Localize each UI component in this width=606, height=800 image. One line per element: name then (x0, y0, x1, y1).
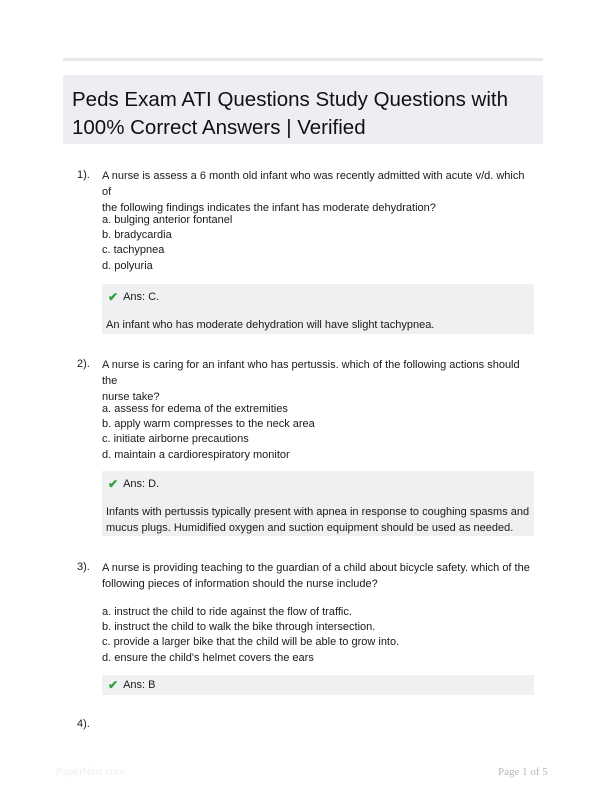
answer-box (102, 284, 534, 334)
document-title (72, 86, 533, 142)
option-list (102, 213, 536, 274)
option-b: b. bradycardia (102, 229, 172, 242)
check-icon: ✔ (108, 290, 119, 304)
question-text-line: A nurse is caring for an infant who has pertussis. which of the following actions should the (102, 359, 520, 387)
title-banner (63, 75, 543, 144)
option-a: a. instruct the child to ride against the flow of traffic. (102, 606, 352, 618)
title-line-1: Peds Exam ATI Questions Study Questions with (72, 88, 509, 111)
question-text (102, 560, 536, 592)
question-text-line: A nurse is providing teaching to the guardian of a child about bicycle safety. which of the (102, 562, 530, 574)
option-b: b. apply warm compresses to the neck area (102, 418, 315, 431)
question-number: 4). (77, 718, 90, 730)
page-number: Page 1 of 5 (498, 766, 548, 778)
answer-label: Ans: D. (123, 478, 160, 490)
explanation-line: mucus plugs. Humidified oxygen and suction equipment should be used as needed. (106, 521, 514, 534)
option-a: a. assess for edema of the extremities (102, 403, 288, 415)
question-number: 3). (77, 561, 90, 573)
option-c: c. initiate airborne precautions (102, 433, 249, 446)
footer-watermark: PaperNibs.com (56, 767, 125, 778)
option-c: c. provide a larger bike that the child will be able to grow into. (102, 636, 400, 649)
answer-box (102, 675, 534, 695)
option-list (102, 402, 536, 463)
title-line-2: 100% Correct Answers | Verified (72, 116, 366, 139)
question-text (102, 357, 536, 405)
answer-explanation (106, 505, 530, 536)
option-d: d. maintain a cardiorespiratory monitor (102, 448, 290, 461)
answer-label: Ans: B (123, 679, 156, 691)
answer-label: Ans: C. (123, 291, 160, 303)
option-b: b. instruct the child to walk the bike through intersection. (102, 621, 376, 634)
explanation-line: An infant who has moderate dehydration will have slight tachypnea. (106, 319, 435, 331)
question-text-line: the following findings indicates the infant has moderate dehydration? (102, 202, 436, 214)
answer-box (102, 471, 534, 536)
question-text-line: nurse take? (102, 391, 160, 403)
answer-explanation (106, 318, 530, 334)
option-d: d. ensure the child's helmet covers the ears (102, 651, 314, 664)
top-divider (63, 58, 543, 61)
question-number: 2). (77, 358, 90, 370)
explanation-line: Infants with pertussis typically present with apnea in response to coughing spasms and (106, 506, 530, 518)
check-icon: ✔ (108, 477, 119, 491)
question-number: 1). (77, 169, 90, 181)
question-text (102, 168, 536, 216)
question-text-line: A nurse is assess a 6 month old infant who was recently admitted with acute v/d. which of (102, 170, 525, 198)
question-text-line: following pieces of information should the nurse include? (102, 578, 378, 590)
option-d: d. polyuria (102, 259, 153, 272)
option-list (102, 605, 536, 666)
option-a: a. bulging anterior fontanel (102, 214, 233, 226)
check-icon: ✔ (108, 678, 119, 692)
option-c: c. tachypnea (102, 244, 165, 257)
